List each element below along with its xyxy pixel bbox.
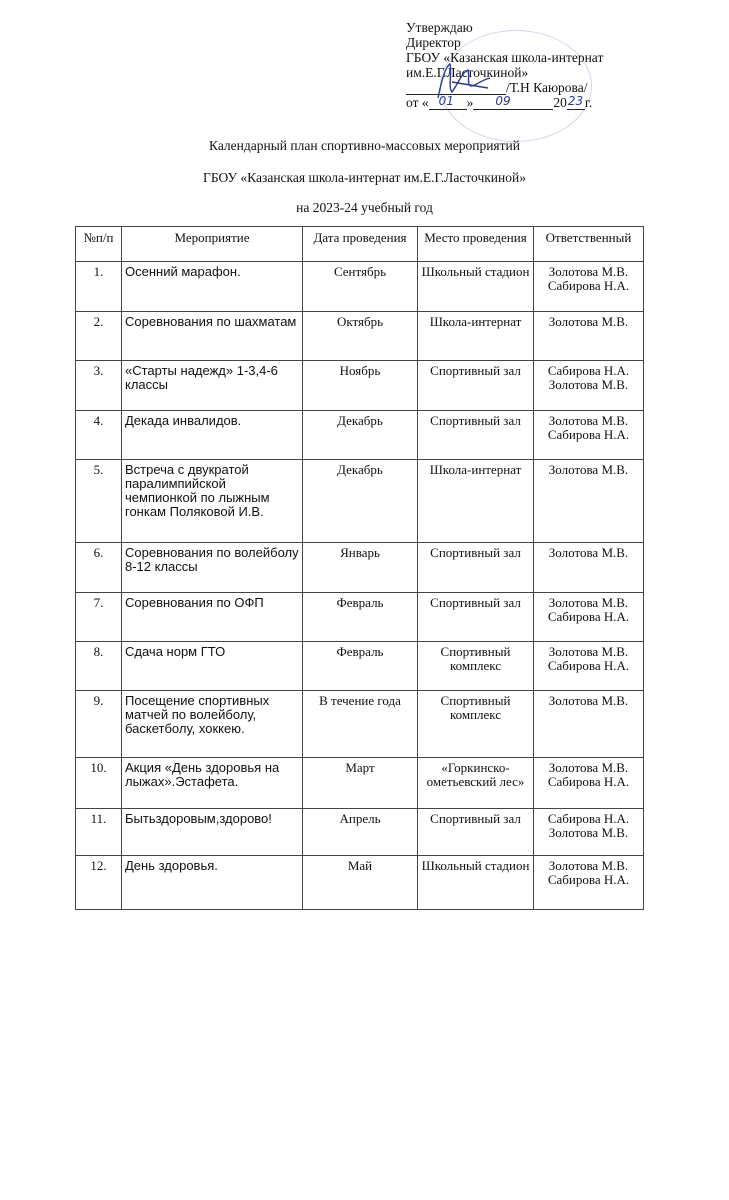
cell-event: Декада инвалидов. xyxy=(122,411,303,460)
cell-date: Май xyxy=(303,856,418,910)
cell-date: Октябрь xyxy=(303,312,418,361)
cell-responsible: Золотова М.В. Сабирова Н.А. xyxy=(534,856,644,910)
header-event: Мероприятие xyxy=(122,227,303,262)
cell-place: Школьный стадион xyxy=(418,856,534,910)
cell-place: Спортивный зал xyxy=(418,361,534,411)
cell-event: Сдача норм ГТО xyxy=(122,642,303,691)
cell-num: 11. xyxy=(76,809,122,856)
cell-place: Школа-интернат xyxy=(418,460,534,543)
cell-responsible: Золотова М.В. Сабирова Н.А. xyxy=(534,593,644,642)
table-row xyxy=(76,262,644,312)
approval-line-4: им.Е.Г.Ласточкиной» xyxy=(406,65,529,80)
cell-event: День здоровья. xyxy=(122,856,303,910)
cell-place: Спортивный комплекс xyxy=(418,691,534,758)
cell-responsible: Золотова М.В. xyxy=(534,691,644,758)
cell-num: 9. xyxy=(76,691,122,758)
cell-event: Осенний марафон. xyxy=(122,262,303,312)
table-row xyxy=(76,691,644,758)
header-num: №п/п xyxy=(76,227,122,262)
handwritten-signature xyxy=(432,58,502,104)
cell-date: Январь xyxy=(303,543,418,593)
cell-event: Соревнования по волейболу 8-12 классы xyxy=(122,543,303,593)
table-row xyxy=(76,642,644,691)
cell-num: 1. xyxy=(76,262,122,312)
cell-num: 12. xyxy=(76,856,122,910)
header-responsible: Ответственный xyxy=(534,227,644,262)
approval-line-1: Утверждаю xyxy=(406,20,473,35)
date-year-prefix: 20 xyxy=(553,95,567,110)
date-year: 23 xyxy=(567,94,584,108)
cell-place: «Горкинско-ометьевский лес» xyxy=(418,758,534,809)
date-suffix: г. xyxy=(584,95,593,110)
approval-line-3: ГБОУ «Казанская школа-интернат xyxy=(406,50,604,65)
cell-responsible: Золотова М.В. Сабирова Н.А. xyxy=(534,411,644,460)
cell-place: Спортивный зал xyxy=(418,809,534,856)
cell-num: 3. xyxy=(76,361,122,411)
cell-place: Спортивный зал xyxy=(418,543,534,593)
cell-num: 2. xyxy=(76,312,122,361)
cell-event: Акция «День здоровья на лыжах».Эстафета. xyxy=(122,758,303,809)
cell-responsible: Золотова М.В. xyxy=(534,312,644,361)
table-row xyxy=(76,411,644,460)
cell-responsible: Золотова М.В. Сабирова Н.А. xyxy=(534,262,644,312)
cell-num: 5. xyxy=(76,460,122,543)
date-mid: » xyxy=(466,95,474,110)
cell-event: Соревнования по ОФП xyxy=(122,593,303,642)
cell-event: Посещение спортивных матчей по волейболу, баскетболу, хоккею. xyxy=(122,691,303,758)
header-place: Место проведения xyxy=(418,227,534,262)
cell-place: Спортивный комплекс xyxy=(418,642,534,691)
table-row xyxy=(76,312,644,361)
cell-num: 8. xyxy=(76,642,122,691)
cell-event: «Старты надежд» 1-3,4-6 классы xyxy=(122,361,303,411)
cell-responsible: Золотова М.В. xyxy=(534,460,644,543)
cell-responsible: Сабирова Н.А. Золотова М.В. xyxy=(534,809,644,856)
table-row xyxy=(76,361,644,411)
cell-num: 7. xyxy=(76,593,122,642)
cell-num: 10. xyxy=(76,758,122,809)
year-title: на 2023-24 учебный год xyxy=(296,200,433,215)
date-year-blank xyxy=(567,96,585,110)
cell-responsible: Сабирова Н.А. Золотова М.В. xyxy=(534,361,644,411)
table-header-row xyxy=(76,227,644,262)
cell-event: Соревнования по шахматам xyxy=(122,312,303,361)
cell-place: Спортивный зал xyxy=(418,411,534,460)
school-title: ГБОУ «Казанская школа-интернат им.Е.Г.Ласточкиной» xyxy=(203,170,526,185)
table-row xyxy=(76,593,644,642)
cell-date: В течение года xyxy=(303,691,418,758)
cell-date: Сентябрь xyxy=(303,262,418,312)
cell-responsible: Золотова М.В. Сабирова Н.А. xyxy=(534,758,644,809)
table-row xyxy=(76,809,644,856)
cell-date: Февраль xyxy=(303,593,418,642)
date-day: 01 xyxy=(438,94,454,108)
table-row xyxy=(76,758,644,809)
plan-title: Календарный план спортивно-массовых мероприятий xyxy=(209,138,520,153)
table-row xyxy=(76,543,644,593)
header-date: Дата проведения xyxy=(303,227,418,262)
signatory-name: /Т.Н Каюрова/ xyxy=(506,80,588,95)
cell-responsible: Золотова М.В. Сабирова Н.А. xyxy=(534,642,644,691)
cell-event: Бытьздоровым,здорово! xyxy=(122,809,303,856)
cell-date: Апрель xyxy=(303,809,418,856)
cell-place: Спортивный зал xyxy=(418,593,534,642)
cell-place: Школа-интернат xyxy=(418,312,534,361)
table-row xyxy=(76,460,644,543)
table-row xyxy=(76,856,644,910)
cell-num: 6. xyxy=(76,543,122,593)
cell-date: Февраль xyxy=(303,642,418,691)
cell-responsible: Золотова М.В. xyxy=(534,543,644,593)
cell-date: Ноябрь xyxy=(303,361,418,411)
date-prefix: от « xyxy=(406,95,429,110)
date-month: 09 xyxy=(495,94,511,108)
cell-date: Декабрь xyxy=(303,411,418,460)
cell-num: 4. xyxy=(76,411,122,460)
cell-place: Школьный стадион xyxy=(418,262,534,312)
events-table xyxy=(75,226,644,910)
cell-date: Март xyxy=(303,758,418,809)
approval-line-2: Директор xyxy=(406,35,461,50)
cell-date: Декабрь xyxy=(303,460,418,543)
cell-event: Встреча с двукратой паралимпийской чемпионкой по лыжным гонкам Поляковой И.В. xyxy=(122,460,303,543)
